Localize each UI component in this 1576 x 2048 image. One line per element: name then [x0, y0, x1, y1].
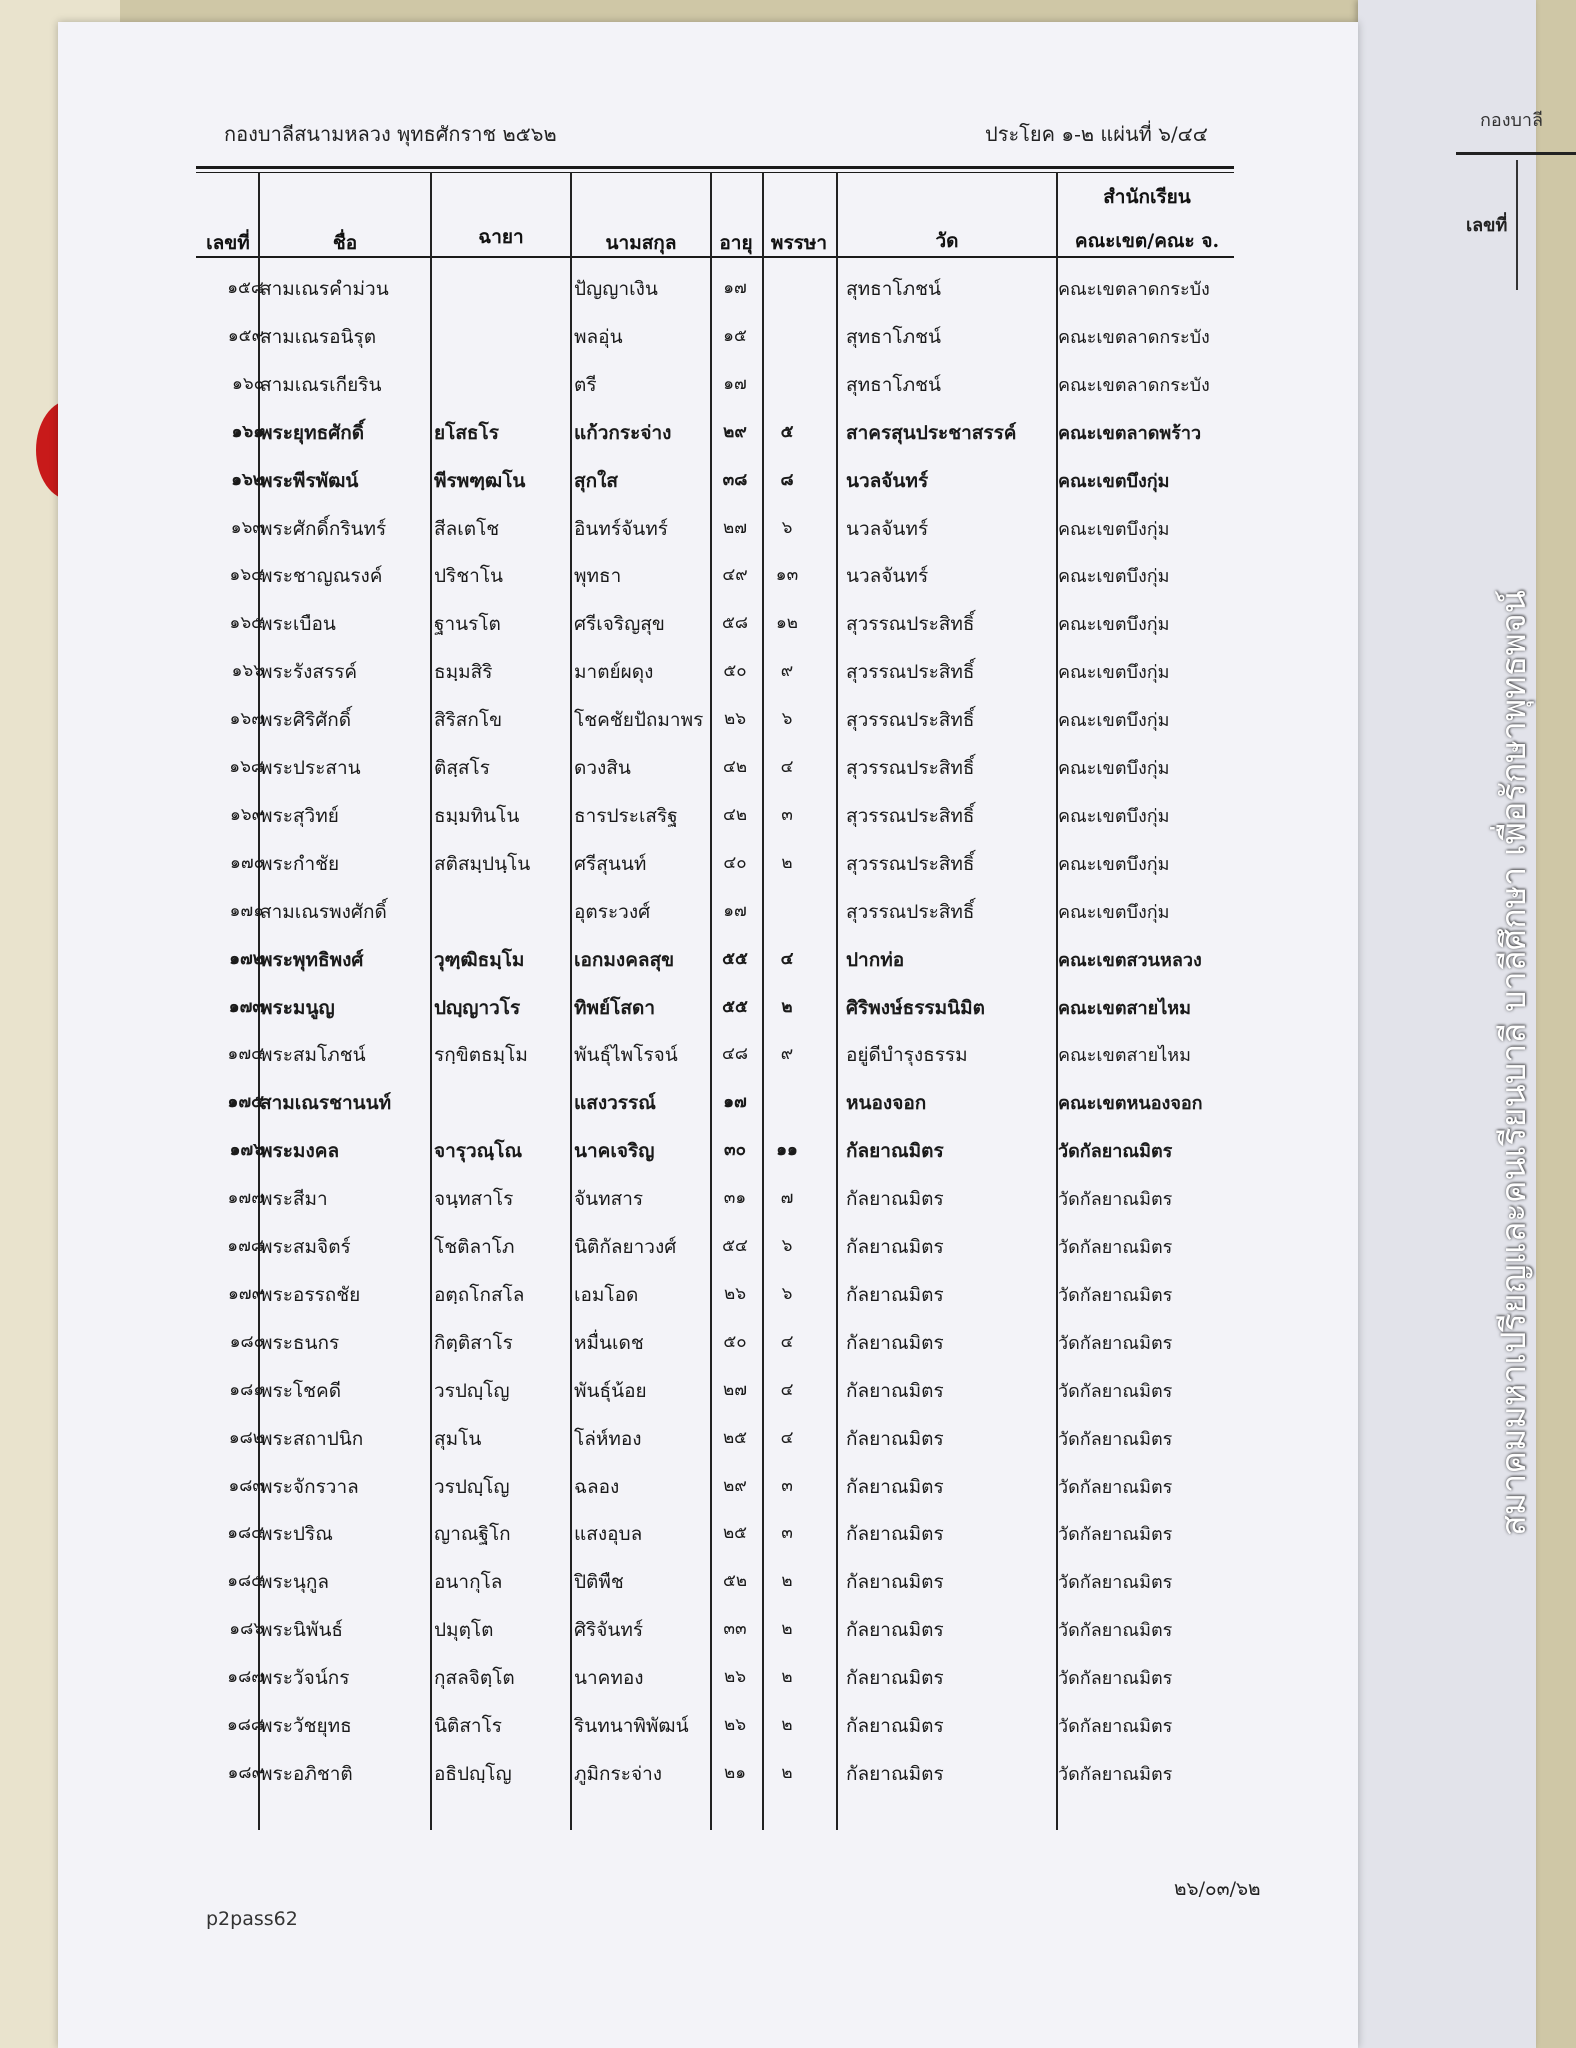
row-district: คณะเขตบึงกุ่ม [1058, 566, 1170, 588]
row-district: วัดกัลยาณมิตร [1058, 1189, 1173, 1211]
row-name: พระจักรวาล [260, 1475, 359, 1498]
row-pansa: ๔ [780, 1331, 794, 1352]
row-wat: กัลยาณมิตร [846, 1331, 944, 1354]
row-name: พระนุกูล [260, 1571, 330, 1594]
row-name: พระพีรพัฒน์ [260, 469, 359, 492]
row-pansa: ๖ [781, 1236, 793, 1256]
table-row [196, 599, 1236, 647]
row-age: ๔๙ [722, 565, 748, 586]
row-district: คณะเขตสวนหลวง [1058, 949, 1202, 971]
row-surname: ศรีเจริญสุข [574, 613, 665, 636]
row-pansa: ๒ [781, 852, 793, 873]
table-row [196, 360, 1236, 408]
row-age: ๔๐ [723, 852, 747, 873]
row-surname: สุกใส [574, 469, 618, 492]
row-district: คณะเขตลาดกระบัง [1058, 374, 1210, 396]
row-age: ๒๕ [722, 1427, 748, 1448]
row-number: ๑๖๙ [229, 804, 264, 825]
row-surname: อุตระวงศ์ [574, 900, 651, 923]
row-number: ๑๗๒ [229, 948, 264, 969]
row-surname: พุทธา [574, 565, 622, 588]
column-header-chaya: ฉายา [478, 226, 524, 248]
row-number: ๑๘๗ [227, 1667, 264, 1688]
row-wat: อยู่ดีบำรุงธรรม [846, 1044, 968, 1067]
row-pansa: ๖ [781, 517, 793, 538]
row-name: พระโชคดี [260, 1379, 342, 1402]
row-district: วัดกัลยาณมิตร [1058, 1284, 1173, 1306]
row-district: วัดกัลยาณมิตร [1058, 1716, 1173, 1737]
row-surname: แสงอุบล [574, 1523, 643, 1546]
row-number: ๑๗๔ [227, 1044, 264, 1065]
row-surname: เอกมงคลสุข [574, 948, 675, 971]
row-number: ๑๖๒ [231, 469, 264, 490]
row-pansa: ๔ [780, 1379, 794, 1400]
row-name: พระสุวิทย์ [260, 804, 339, 827]
row-age: ๒๙ [723, 421, 747, 442]
row-wat: กัลยาณมิตร [846, 1475, 944, 1498]
row-district: คณะเขตบึงกุ่ม [1058, 758, 1170, 779]
row-pansa: ๗ [780, 1188, 794, 1209]
row-district: คณะเขตบึงกุ่ม [1058, 470, 1170, 492]
row-district: วัดกัลยาณมิตร [1058, 1476, 1173, 1498]
row-name: พระมนูญ [260, 996, 335, 1019]
row-surname: ปิติพืช [574, 1571, 624, 1594]
column-header-pansa: พรรษา [770, 232, 828, 254]
row-name: สามเณรคำม่วน [260, 278, 389, 300]
row-chaya: ธมฺมทินโน [434, 804, 520, 827]
row-wat: กัลยาณมิตร [846, 1523, 944, 1546]
row-surname: พันธุ์น้อย [574, 1379, 647, 1402]
row-number: ๑๖๑ [231, 421, 264, 442]
row-surname: นาคเจริญ [574, 1140, 655, 1163]
row-name: พระสมจิตร์ [260, 1236, 351, 1258]
row-name: พระศักดิ์กรินทร์ [260, 517, 387, 540]
row-pansa: ๓ [781, 804, 793, 825]
row-name: พระกำชัย [260, 852, 340, 875]
row-name: พระอภิชาติ [260, 1762, 353, 1785]
row-age: ๒๗ [723, 517, 747, 538]
row-pansa: ๘ [780, 469, 794, 490]
row-wat: กัลยาณมิตร [846, 1762, 944, 1785]
row-name: พระเบือน [260, 613, 336, 636]
row-pansa: ๑๒ [776, 613, 798, 634]
table-row [196, 1749, 1236, 1797]
row-pansa: ๑๑ [776, 1140, 798, 1161]
row-district: วัดกัลยาณมิตร [1058, 1572, 1173, 1594]
row-age: ๕๐ [723, 1331, 747, 1352]
row-chaya: ยโสธโร [434, 421, 499, 444]
row-age: ๑๗ [723, 1092, 747, 1113]
row-name: สามเณรอนิรุต [260, 325, 377, 348]
document-header-page-info: ประโยค ๑-๒ แผ่นที่ ๖/๔๔ [985, 122, 1208, 146]
table-row [196, 839, 1236, 887]
row-wat: กัลยาณมิตร [846, 1667, 944, 1690]
header-rule-thick [196, 166, 1234, 169]
adjacent-page-rule [1456, 152, 1576, 155]
footer-code: p2pass62 [206, 1908, 298, 1930]
column-header-age: อายุ [719, 232, 753, 254]
row-surname: พันธุ์ไพโรจน์ [574, 1044, 678, 1067]
row-pansa: ๑๓ [775, 565, 799, 586]
column-header-wat: วัด [935, 230, 959, 252]
row-chaya: ติสฺสโร [434, 757, 490, 779]
row-surname: ศรีสุนนท์ [574, 852, 647, 875]
row-chaya: สติสมฺปนฺโน [434, 852, 531, 875]
column-header-district: คณะเขต/คณะ จ. [1074, 230, 1220, 252]
row-chaya: กิตฺติสาโร [434, 1331, 513, 1354]
row-surname: โชคชัยปัถมาพร [574, 709, 704, 732]
row-number: ๑๖๖ [231, 661, 264, 682]
row-district: คณะเขตลาดกระบัง [1058, 326, 1210, 348]
row-number: ๑๕๙ [227, 325, 264, 346]
row-name: พระนิพันธ์ [260, 1619, 344, 1642]
row-name: พระสีมา [260, 1188, 328, 1211]
row-surname: แสงวรรณ์ [574, 1092, 656, 1115]
row-district: คณะเขตบึงกุ่ม [1058, 518, 1170, 540]
row-surname: พลอุ่น [574, 325, 623, 348]
column-header-surname: นามสกุล [605, 232, 677, 254]
row-number: ๑๘๘ [226, 1715, 264, 1735]
row-age: ๑๗ [723, 900, 747, 921]
row-age: ๓๓ [723, 1619, 747, 1640]
adjacent-page-column-header: เลขที่ [1466, 215, 1508, 236]
row-district: คณะเขตบึงกุ่ม [1058, 853, 1170, 875]
column-header-no: เลขที่ [206, 232, 250, 254]
row-number: ๑๖๕ [229, 613, 264, 634]
row-surname: นาคทอง [574, 1667, 644, 1690]
row-age: ๒๖ [724, 709, 746, 730]
row-pansa: ๒ [781, 1667, 793, 1688]
row-surname: ภูมิกระจ่าง [574, 1762, 663, 1785]
row-chaya: วรปญฺโญ [434, 1475, 510, 1498]
row-district: วัดกัลยาณมิตร [1058, 1428, 1173, 1450]
row-number: ๑๕๘ [227, 278, 264, 298]
row-name: สามเณรชานนท์ [260, 1092, 392, 1115]
row-surname: ดวงสิน [574, 757, 631, 779]
row-age: ๒๕ [722, 1523, 748, 1544]
watermark-text: สมาคมมหาเปรียญและคนเรียนบาลี บาลีศึกษา เพื่อรักษาพุทธพจน์ [1494, 590, 1534, 1536]
table-row [196, 1701, 1236, 1749]
row-pansa: ๔ [780, 1427, 794, 1448]
row-district: คณะเขตลาดกระบัง [1058, 279, 1210, 300]
row-wat: สาครสุนประชาสรรค์ [846, 421, 1017, 444]
row-chaya: สิริสกโข [434, 709, 503, 732]
row-age: ๔๒ [722, 757, 748, 777]
row-name: พระมงคล [260, 1140, 340, 1163]
row-wat: สุทธาโภชน์ [846, 325, 941, 348]
row-number: ๑๗๐ [230, 852, 264, 873]
row-age: ๕๐ [723, 661, 747, 682]
table-row [196, 935, 1236, 983]
row-district: คณะเขตลาดพร้าว [1058, 422, 1202, 444]
table-row [196, 1557, 1236, 1605]
row-name: พระรังสรรค์ [260, 661, 358, 684]
row-name: พระวัจน์กร [260, 1667, 350, 1690]
row-district: วัดกัลยาณมิตร [1058, 1332, 1173, 1354]
table-row [196, 408, 1236, 456]
row-wat: กัลยาณมิตร [846, 1188, 944, 1211]
row-surname: ศิริจันทร์ [574, 1619, 644, 1642]
row-age: ๔๘ [722, 1044, 748, 1065]
row-name: พระวัชยุทธ [260, 1715, 352, 1737]
row-chaya: ปมุตฺโต [434, 1619, 494, 1642]
row-number: ๑๗๓ [228, 996, 264, 1017]
row-name: สามเณรพงศักดิ์ [260, 900, 387, 923]
row-age: ๑๗ [723, 373, 747, 394]
row-chaya: สุมโน [434, 1427, 482, 1450]
row-wat: กัลยาณมิตร [846, 1283, 944, 1306]
row-pansa: ๒ [781, 1762, 793, 1783]
table-row [196, 1270, 1236, 1318]
row-name: พระประสาน [260, 757, 361, 779]
row-pansa: ๒ [781, 996, 793, 1017]
row-district: คณะเขตบึงกุ่ม [1058, 614, 1170, 636]
table-row [196, 1126, 1236, 1174]
row-age: ๒๙ [723, 1475, 747, 1496]
row-wat: นวลจันทร์ [846, 565, 929, 588]
row-surname: ทิพย์โสดา [574, 996, 655, 1019]
row-pansa: ๙ [780, 661, 794, 682]
row-wat: สุวรรณประสิทธิ์ [846, 613, 975, 636]
row-wat: กัลยาณมิตร [846, 1140, 944, 1163]
row-pansa: ๕ [780, 421, 794, 442]
row-wat: กัลยาณมิตร [846, 1379, 944, 1402]
table-row [196, 1653, 1236, 1701]
row-number: ๑๘๔ [227, 1523, 264, 1544]
row-chaya: จนฺทสาโร [434, 1188, 514, 1211]
row-age: ๓๑ [723, 1188, 747, 1209]
row-wat: สุทธาโภชน์ [846, 373, 941, 396]
row-district: วัดกัลยาณมิตร [1058, 1763, 1173, 1785]
row-surname: จันทสาร [574, 1188, 644, 1211]
table-row [196, 264, 1236, 312]
row-chaya: อตฺถโกสโล [434, 1283, 525, 1306]
table-row [196, 1174, 1236, 1222]
row-wat: กัลยาณมิตร [846, 1571, 944, 1594]
table-row [196, 1462, 1236, 1510]
row-district: คณะเขตสายไหม [1058, 1045, 1191, 1067]
row-district: คณะเขตสายไหม [1058, 997, 1191, 1019]
row-age: ๑๕ [723, 325, 747, 346]
row-age: ๒๑ [724, 1762, 746, 1783]
row-wat: กัลยาณมิตร [846, 1619, 944, 1642]
row-age: ๒๗ [723, 1379, 747, 1400]
row-name: พระศิริศักดิ์ [260, 709, 352, 732]
row-chaya: ญาณฐิโก [434, 1523, 511, 1546]
row-pansa: ๖ [781, 1283, 793, 1304]
row-number: ๑๖๓ [230, 517, 264, 538]
row-pansa: ๓ [781, 1475, 793, 1496]
row-pansa: ๔ [780, 948, 794, 969]
row-name: พระสถาปนิก [260, 1427, 364, 1450]
row-pansa: ๖ [781, 709, 793, 730]
row-chaya: พีรพฑฺฒโน [434, 469, 526, 492]
table-row [196, 1318, 1236, 1366]
row-pansa: ๓ [781, 1523, 793, 1544]
row-wat: ศิริพงษ์ธรรมนิมิต [846, 996, 985, 1019]
row-surname: ปัญญาเงิน [574, 278, 658, 300]
row-wat: สุวรรณประสิทธิ์ [846, 709, 975, 732]
row-number: ๑๘๓ [228, 1475, 264, 1496]
table-row [196, 551, 1236, 599]
row-district: วัดกัลยาณมิตร [1058, 1668, 1173, 1690]
row-wat: สุวรรณประสิทธิ์ [846, 852, 975, 875]
table-row [196, 887, 1236, 935]
row-chaya: วุฑฺฒิธมฺโม [434, 948, 525, 971]
row-number: ๑๗๕ [227, 1092, 264, 1113]
row-chaya: ปญฺญาวโร [434, 996, 521, 1019]
row-surname: โล่ห์ทอง [574, 1427, 642, 1450]
row-chaya: ปริชาโน [434, 565, 504, 588]
row-surname: หมื่นเดช [574, 1331, 644, 1354]
row-district: คณะเขตบึงกุ่ม [1058, 805, 1170, 827]
table-row [196, 791, 1236, 839]
row-name: พระยุทธศักดิ์ [260, 421, 365, 444]
table-row [196, 1605, 1236, 1653]
row-chaya: นิติสาโร [434, 1715, 503, 1737]
row-wat: สุทธาโภชน์ [846, 278, 941, 300]
table-row [196, 743, 1236, 791]
row-name: พระสมโภชน์ [260, 1044, 366, 1067]
row-pansa: ๒ [781, 1571, 793, 1592]
row-age: ๒๖ [724, 1667, 746, 1688]
row-district: วัดกัลยาณมิตร [1058, 1380, 1173, 1402]
row-number: ๑๖๘ [229, 757, 264, 777]
row-number: ๑๘๕ [227, 1571, 264, 1592]
row-chaya: ฐานรโต [434, 613, 501, 636]
row-number: ๑๖๔ [229, 565, 264, 586]
row-pansa: ๔ [780, 757, 794, 777]
row-district: คณะเขตหนองจอก [1058, 1093, 1203, 1115]
row-pansa: ๙ [780, 1044, 794, 1065]
row-number: ๑๘๙ [227, 1762, 264, 1783]
row-chaya: อธิปญฺโญ [434, 1762, 512, 1785]
row-number: ๑๘๖ [229, 1619, 264, 1640]
adjacent-page-header: กองบาลี [1480, 110, 1544, 131]
row-number: ๑๗๑ [229, 900, 264, 921]
column-header-name: ชื่อ [332, 232, 358, 254]
row-age: ๒๖ [724, 1283, 746, 1304]
row-age: ๕๘ [722, 613, 748, 634]
row-name: สามเณรเกียริน [260, 373, 382, 396]
row-surname: อินทร์จันทร์ [574, 517, 668, 540]
row-wat: หนองจอก [846, 1092, 927, 1115]
table-row [196, 695, 1236, 743]
column-header-school: สำนักเรียน [1103, 186, 1191, 208]
table-row [196, 1414, 1236, 1462]
row-chaya: วรปญฺโญ [434, 1379, 510, 1402]
row-district: วัดกัลยาณมิตร [1058, 1620, 1173, 1642]
table-row [196, 456, 1236, 504]
table-row [196, 1222, 1236, 1270]
row-wat: นวลจันทร์ [846, 469, 929, 492]
row-surname: นิติกัลยาวงศ์ [574, 1236, 677, 1258]
row-age: ๕๕ [722, 996, 748, 1017]
row-age: ๕๔ [722, 1236, 748, 1256]
row-wat: กัลยาณมิตร [846, 1427, 944, 1450]
row-age: ๓๘ [722, 469, 748, 490]
table-row [196, 983, 1236, 1031]
row-surname: เอมโอด [574, 1283, 639, 1306]
row-surname: ธารประเสริฐ [574, 804, 678, 827]
table-row [196, 1366, 1236, 1414]
row-district: คณะเขตบึงกุ่ม [1058, 901, 1170, 923]
row-wat: สุวรรณประสิทธิ์ [846, 804, 975, 827]
table-row [196, 647, 1236, 695]
row-number: ๑๗๖ [229, 1140, 264, 1161]
row-wat: กัลยาณมิตร [846, 1236, 944, 1258]
row-chaya: กุสลจิตฺโต [434, 1667, 515, 1690]
row-number: ๑๖๐ [232, 373, 264, 394]
row-district: วัดกัลยาณมิตร [1058, 1141, 1173, 1163]
row-district: วัดกัลยาณมิตร [1058, 1524, 1173, 1546]
header-rule-thin [196, 172, 1234, 173]
row-district: วัดกัลยาณมิตร [1058, 1237, 1173, 1258]
table-row [196, 1509, 1236, 1557]
row-pansa: ๒ [781, 1715, 793, 1735]
row-pansa: ๒ [781, 1619, 793, 1640]
footer-date: ๒๖/๐๓/๖๒ [1174, 1878, 1261, 1900]
document-header-title: กองบาลีสนามหลวง พุทธศักราช ๒๕๖๒ [224, 122, 557, 146]
row-wat: ปากท่อ [846, 948, 905, 971]
row-number: ๑๗๗ [227, 1188, 264, 1209]
row-chaya: โชติลาโภ [434, 1236, 515, 1258]
row-wat: สุวรรณประสิทธิ์ [846, 757, 975, 779]
row-age: ๓๐ [724, 1140, 746, 1161]
row-age: ๔๒ [722, 804, 748, 825]
row-age: ๕๒ [722, 1571, 748, 1592]
table-row [196, 1030, 1236, 1078]
row-number: ๑๘๐ [229, 1331, 264, 1352]
row-number: ๑๘๒ [228, 1427, 264, 1448]
row-wat: นวลจันทร์ [846, 517, 929, 540]
row-number: ๑๗๘ [227, 1236, 264, 1256]
row-chaya: ธมฺมสิริ [434, 661, 493, 684]
row-age: ๑๗ [723, 278, 747, 298]
row-chaya: สีลเตโช [434, 517, 500, 540]
row-age: ๒๖ [724, 1715, 746, 1735]
row-chaya: รกฺขิตธมฺโม [434, 1044, 528, 1067]
row-surname: รินทนาพิพัฒน์ [574, 1715, 689, 1737]
row-number: ๑๗๙ [227, 1283, 264, 1304]
row-wat: สุวรรณประสิทธิ์ [846, 661, 975, 684]
row-chaya: อนากุโล [434, 1571, 503, 1594]
row-district: คณะเขตบึงกุ่ม [1058, 710, 1170, 732]
row-surname: ฉลอง [574, 1475, 620, 1498]
table-row [196, 312, 1236, 360]
row-age: ๕๕ [722, 948, 748, 969]
row-surname: มาตย์ผดุง [574, 661, 654, 684]
row-name: พระพุทธิพงศ์ [260, 948, 364, 971]
row-name: พระชาญณรงค์ [260, 565, 383, 588]
row-chaya: จารุวณฺโณ [434, 1140, 523, 1163]
table-row [196, 1078, 1236, 1126]
row-wat: กัลยาณมิตร [846, 1715, 944, 1737]
row-surname: แก้วกระจ่าง [574, 421, 672, 444]
row-wat: สุวรรณประสิทธิ์ [846, 900, 975, 923]
row-district: คณะเขตบึงกุ่ม [1058, 662, 1170, 684]
row-name: พระธนกร [260, 1331, 340, 1354]
row-name: พระปริณ [260, 1523, 333, 1546]
row-surname: ตรี [574, 373, 597, 396]
table-row [196, 504, 1236, 552]
row-name: พระอรรถชัย [260, 1283, 361, 1306]
row-number: ๑๖๗ [229, 709, 264, 730]
row-number: ๑๘๑ [229, 1379, 264, 1400]
